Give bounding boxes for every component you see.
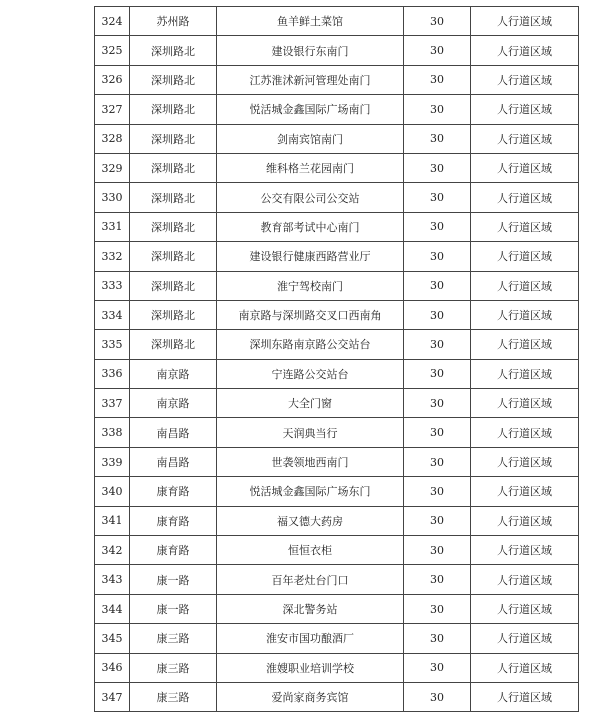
area-type-cell: 人行道区域 [471, 389, 579, 418]
row-number-cell: 333 [95, 271, 130, 300]
area-type-cell: 人行道区域 [471, 95, 579, 124]
area-type-cell: 人行道区域 [471, 418, 579, 447]
table-row [95, 359, 579, 388]
location-cell: 教育部考试中心南门 [217, 212, 404, 241]
area-type-cell: 人行道区域 [471, 36, 579, 65]
road-name-cell: 南京路 [130, 389, 217, 418]
capacity-cell: 30 [404, 330, 471, 359]
capacity-cell: 30 [404, 65, 471, 94]
capacity-cell: 30 [404, 212, 471, 241]
capacity-cell: 30 [404, 271, 471, 300]
capacity-cell: 30 [404, 153, 471, 182]
area-type-cell: 人行道区域 [471, 183, 579, 212]
location-cell: 维科格兰花园南门 [217, 153, 404, 182]
row-number-cell: 340 [95, 477, 130, 506]
road-name-cell: 深圳路北 [130, 65, 217, 94]
road-name-cell: 深圳路北 [130, 242, 217, 271]
capacity-cell: 30 [404, 418, 471, 447]
table-row [95, 65, 579, 94]
table-row [95, 447, 579, 476]
location-cell: 淮嫂职业培训学校 [217, 653, 404, 682]
table-row [95, 624, 579, 653]
area-type-cell: 人行道区域 [471, 330, 579, 359]
table-row [95, 183, 579, 212]
location-cell: 剑南宾馆南门 [217, 124, 404, 153]
area-type-cell: 人行道区域 [471, 359, 579, 388]
row-number-cell: 325 [95, 36, 130, 65]
location-cell: 百年老灶台门口 [217, 565, 404, 594]
road-name-cell: 康育路 [130, 506, 217, 535]
location-cell: 悦活城金鑫国际广场南门 [217, 95, 404, 124]
row-number-cell: 343 [95, 565, 130, 594]
row-number-cell: 344 [95, 594, 130, 623]
area-type-cell: 人行道区域 [471, 565, 579, 594]
area-type-cell: 人行道区域 [471, 7, 579, 36]
capacity-cell: 30 [404, 300, 471, 329]
row-number-cell: 326 [95, 65, 130, 94]
capacity-cell: 30 [404, 682, 471, 711]
capacity-cell: 30 [404, 477, 471, 506]
row-number-cell: 334 [95, 300, 130, 329]
parking-location-table [94, 6, 579, 712]
area-type-cell: 人行道区域 [471, 594, 579, 623]
location-cell: 爱尚家商务宾馆 [217, 682, 404, 711]
table-row [95, 271, 579, 300]
area-type-cell: 人行道区域 [471, 153, 579, 182]
area-type-cell: 人行道区域 [471, 506, 579, 535]
table-row [95, 565, 579, 594]
row-number-cell: 341 [95, 506, 130, 535]
location-cell: 天润典当行 [217, 418, 404, 447]
capacity-cell: 30 [404, 594, 471, 623]
road-name-cell: 康三路 [130, 682, 217, 711]
capacity-cell: 30 [404, 506, 471, 535]
road-name-cell: 深圳路北 [130, 330, 217, 359]
road-name-cell: 深圳路北 [130, 300, 217, 329]
row-number-cell: 336 [95, 359, 130, 388]
capacity-cell: 30 [404, 565, 471, 594]
row-number-cell: 328 [95, 124, 130, 153]
road-name-cell: 深圳路北 [130, 153, 217, 182]
row-number-cell: 342 [95, 536, 130, 565]
road-name-cell: 康一路 [130, 565, 217, 594]
table-row [95, 36, 579, 65]
row-number-cell: 327 [95, 95, 130, 124]
location-cell: 公交有限公司公交站 [217, 183, 404, 212]
area-type-cell: 人行道区域 [471, 300, 579, 329]
row-number-cell: 347 [95, 682, 130, 711]
table-row [95, 242, 579, 271]
row-number-cell: 331 [95, 212, 130, 241]
location-cell: 深北警务站 [217, 594, 404, 623]
row-number-cell: 346 [95, 653, 130, 682]
area-type-cell: 人行道区域 [471, 65, 579, 94]
table-row [95, 330, 579, 359]
road-name-cell: 南京路 [130, 359, 217, 388]
area-type-cell: 人行道区域 [471, 271, 579, 300]
row-number-cell: 332 [95, 242, 130, 271]
road-name-cell: 深圳路北 [130, 183, 217, 212]
table-row [95, 506, 579, 535]
road-name-cell: 康一路 [130, 594, 217, 623]
road-name-cell: 深圳路北 [130, 95, 217, 124]
capacity-cell: 30 [404, 7, 471, 36]
road-name-cell: 深圳路北 [130, 271, 217, 300]
location-cell: 淮安市国功酿酒厂 [217, 624, 404, 653]
row-number-cell: 324 [95, 7, 130, 36]
location-cell: 深圳东路南京路公交站台 [217, 330, 404, 359]
location-cell: 南京路与深圳路交叉口西南角 [217, 300, 404, 329]
location-cell: 大全门窗 [217, 389, 404, 418]
capacity-cell: 30 [404, 95, 471, 124]
location-cell: 恒恒衣柜 [217, 536, 404, 565]
table-row [95, 594, 579, 623]
road-name-cell: 深圳路北 [130, 124, 217, 153]
capacity-cell: 30 [404, 389, 471, 418]
row-number-cell: 339 [95, 447, 130, 476]
table-row [95, 536, 579, 565]
capacity-cell: 30 [404, 242, 471, 271]
row-number-cell: 330 [95, 183, 130, 212]
row-number-cell: 329 [95, 153, 130, 182]
table-row [95, 300, 579, 329]
area-type-cell: 人行道区域 [471, 212, 579, 241]
table-row [95, 418, 579, 447]
table-row [95, 95, 579, 124]
capacity-cell: 30 [404, 624, 471, 653]
area-type-cell: 人行道区域 [471, 124, 579, 153]
road-name-cell: 深圳路北 [130, 212, 217, 241]
row-number-cell: 338 [95, 418, 130, 447]
location-cell: 福又德大药房 [217, 506, 404, 535]
capacity-cell: 30 [404, 536, 471, 565]
location-cell: 江苏淮沭新河管理处南门 [217, 65, 404, 94]
table-row [95, 7, 579, 36]
capacity-cell: 30 [404, 653, 471, 682]
road-name-cell: 苏州路 [130, 7, 217, 36]
location-cell: 建设银行东南门 [217, 36, 404, 65]
table-row [95, 212, 579, 241]
capacity-cell: 30 [404, 447, 471, 476]
area-type-cell: 人行道区域 [471, 477, 579, 506]
location-cell: 淮宁驾校南门 [217, 271, 404, 300]
area-type-cell: 人行道区域 [471, 242, 579, 271]
road-name-cell: 南昌路 [130, 418, 217, 447]
location-cell: 宁连路公交站台 [217, 359, 404, 388]
road-name-cell: 康育路 [130, 536, 217, 565]
table-row [95, 124, 579, 153]
road-name-cell: 康三路 [130, 624, 217, 653]
location-cell: 鱼羊鲜土菜馆 [217, 7, 404, 36]
location-cell: 世袭领地西南门 [217, 447, 404, 476]
row-number-cell: 335 [95, 330, 130, 359]
area-type-cell: 人行道区域 [471, 682, 579, 711]
area-type-cell: 人行道区域 [471, 624, 579, 653]
location-cell: 悦活城金鑫国际广场东门 [217, 477, 404, 506]
row-number-cell: 337 [95, 389, 130, 418]
road-name-cell: 康三路 [130, 653, 217, 682]
road-name-cell: 深圳路北 [130, 36, 217, 65]
table-row [95, 477, 579, 506]
table-row [95, 389, 579, 418]
table-body [95, 7, 579, 712]
capacity-cell: 30 [404, 183, 471, 212]
road-name-cell: 南昌路 [130, 447, 217, 476]
road-name-cell: 康育路 [130, 477, 217, 506]
table-row [95, 682, 579, 711]
table-row [95, 153, 579, 182]
location-cell: 建设银行健康西路营业厅 [217, 242, 404, 271]
area-type-cell: 人行道区域 [471, 447, 579, 476]
row-number-cell: 345 [95, 624, 130, 653]
capacity-cell: 30 [404, 359, 471, 388]
area-type-cell: 人行道区域 [471, 653, 579, 682]
capacity-cell: 30 [404, 36, 471, 65]
area-type-cell: 人行道区域 [471, 536, 579, 565]
table-row [95, 653, 579, 682]
capacity-cell: 30 [404, 124, 471, 153]
